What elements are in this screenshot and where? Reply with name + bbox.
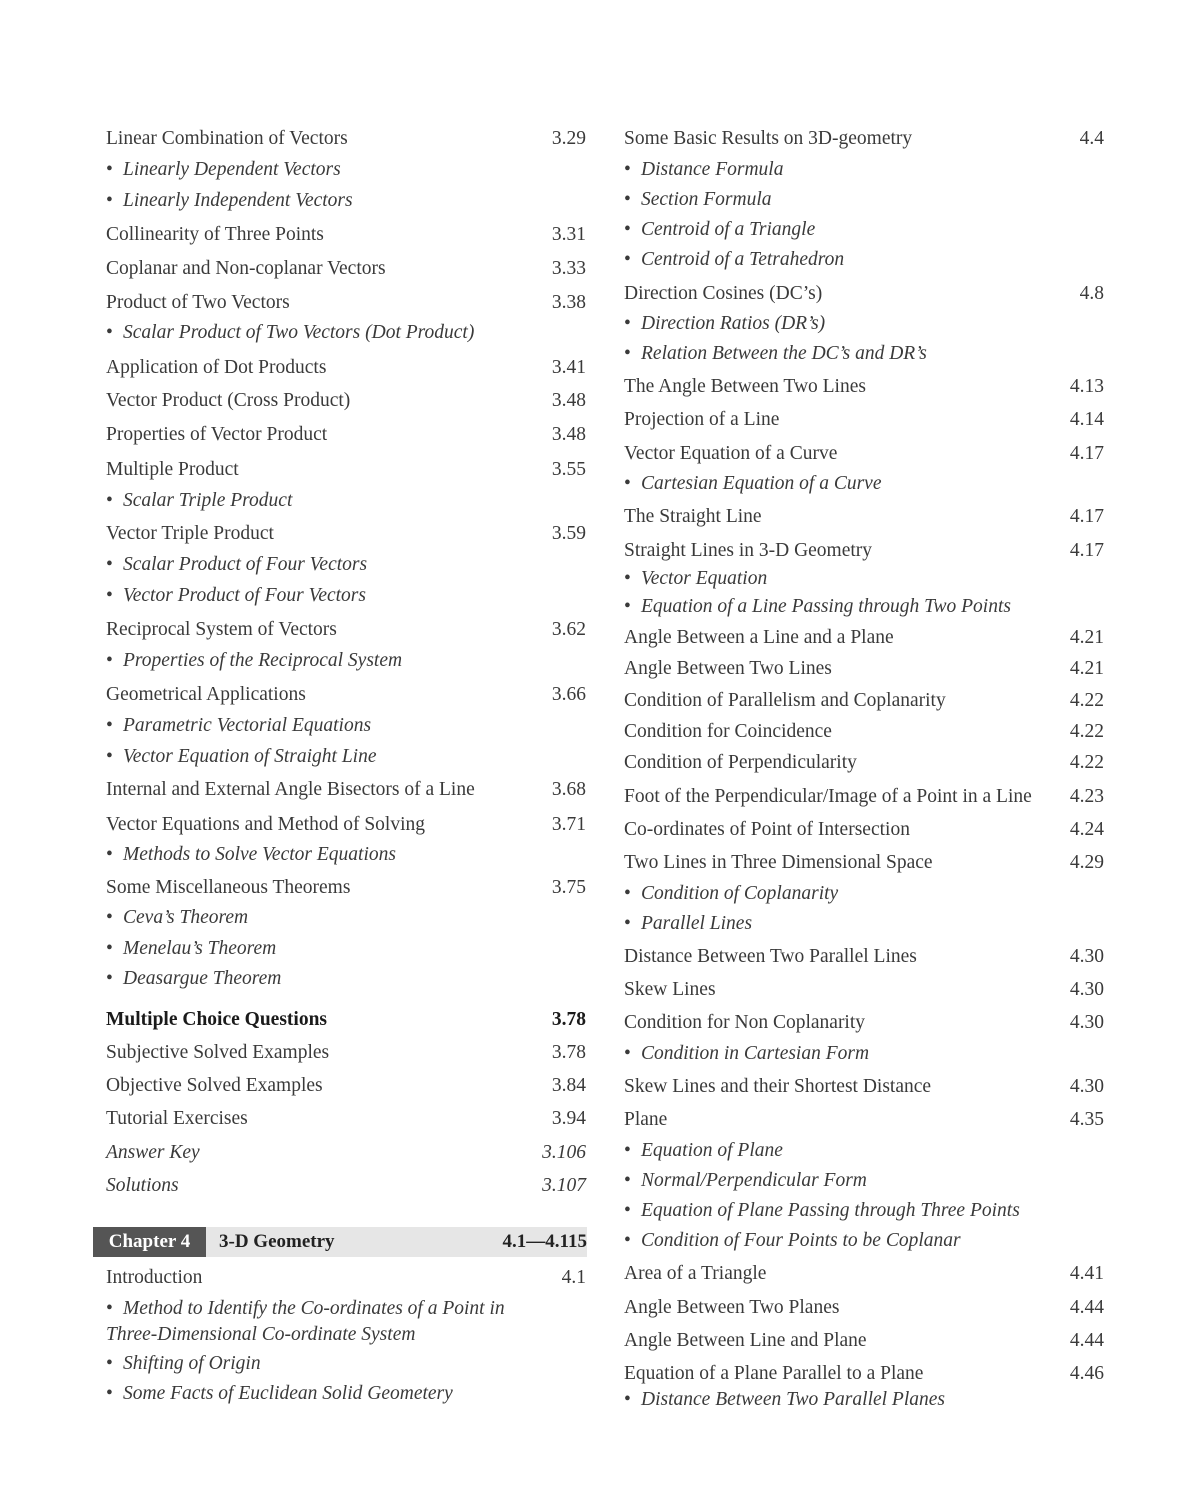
entry-title: • Direction Ratios (DR’s) (624, 312, 825, 336)
entry-page-number: 4.21 (1069, 658, 1104, 679)
entry-page-number: 4.30 (1069, 946, 1104, 967)
entry-page-number: 4.29 (1069, 852, 1104, 873)
entry-page-number: 3.75 (551, 877, 586, 898)
entry-title: Tutorial Exercises (106, 1108, 248, 1129)
entry-title: Angle Between Line and Plane (624, 1330, 867, 1351)
entry-title: • Vector Equation of Straight Line (106, 745, 377, 769)
entry-page-number: 4.30 (1069, 1012, 1104, 1033)
entry-title: Product of Two Vectors (106, 292, 290, 313)
entry-page-number: 4.44 (1069, 1297, 1104, 1318)
entry-title: • Equation of Plane (624, 1139, 783, 1163)
entry-page-number: 3.59 (551, 523, 586, 544)
entry-title: Distance Between Two Parallel Lines (624, 946, 917, 967)
entry-page-number: 4.17 (1069, 540, 1104, 561)
entry-title: • Scalar Product of Two Vectors (Dot Product) (106, 321, 474, 345)
entry-title: Collinearity of Three Points (106, 224, 324, 245)
entry-page-number: 4.24 (1069, 819, 1104, 840)
entry-title: • Parallel Lines (624, 912, 752, 936)
entry-title: • Ceva’s Theorem (106, 906, 248, 930)
entry-title: • Centroid of a Tetrahedron (624, 248, 844, 272)
entry-title: Vector Equations and Method of Solving (106, 814, 425, 835)
entry-page-number: 4.17 (1069, 443, 1104, 464)
entry-page-number: 3.41 (551, 357, 586, 378)
entry-page-number: 4.44 (1069, 1330, 1104, 1351)
entry-title: Direction Cosines (DC’s) (624, 283, 823, 304)
entry-title: Solutions (106, 1175, 179, 1196)
chapter-page-range: 4.1—4.115 (502, 1231, 587, 1252)
entry-page-number: 4.17 (1069, 506, 1104, 527)
entry-page-number: 4.30 (1069, 979, 1104, 1000)
entry-title: • Scalar Product of Four Vectors (106, 553, 367, 577)
entry-page-number: 4.8 (1079, 283, 1104, 304)
entry-page-number: 3.48 (551, 424, 586, 445)
entry-title: Skew Lines (624, 979, 716, 1000)
entry-title: The Straight Line (624, 506, 762, 527)
entry-page-number: 4.30 (1069, 1076, 1104, 1097)
entry-title: • Properties of the Reciprocal System (106, 649, 402, 673)
entry-title: Skew Lines and their Shortest Distance (624, 1076, 932, 1097)
entry-title: Projection of a Line (624, 409, 780, 430)
entry-title: Straight Lines in 3-D Geometry (624, 540, 873, 561)
entry-title: Vector Equation of a Curve (624, 443, 838, 464)
entry-title: Condition for Coincidence (624, 721, 832, 742)
entry-title: Two Lines in Three Dimensional Space (624, 852, 933, 873)
entry-page-number: 4.23 (1069, 786, 1104, 807)
entry-page-number: 3.55 (551, 459, 586, 480)
entry-title: Condition for Non Coplanarity (624, 1012, 866, 1033)
entry-title: • Deasargue Theorem (106, 967, 281, 991)
entry-page-number: 3.29 (551, 128, 586, 149)
entry-title: • Condition in Cartesian Form (624, 1042, 869, 1066)
entry-title: Area of a Triangle (624, 1263, 767, 1284)
entry-title: Properties of Vector Product (106, 424, 328, 445)
entry-page-number: 4.22 (1069, 752, 1104, 773)
entry-page-number: 3.62 (551, 619, 586, 640)
entry-page-number: 3.38 (551, 292, 586, 313)
chapter-header (93, 1227, 587, 1257)
entry-page-number: 3.33 (551, 258, 586, 279)
entry-page-number: 4.35 (1069, 1109, 1104, 1130)
entry-page-number: 4.4 (1079, 128, 1104, 149)
entry-title: The Angle Between Two Lines (624, 376, 866, 397)
entry-title: • Distance Between Two Parallel Planes (624, 1388, 945, 1412)
entry-page-number: 3.84 (551, 1075, 586, 1096)
chapter-label: Chapter 4 (93, 1227, 206, 1257)
entry-title: Reciprocal System of Vectors (106, 619, 337, 640)
entry-page-number: 4.1 (561, 1267, 586, 1288)
entry-title: • Relation Between the DC’s and DR’s (624, 342, 927, 366)
entry-title: Vector Triple Product (106, 523, 274, 544)
entry-title: • Centroid of a Triangle (624, 218, 815, 242)
entry-title: Angle Between a Line and a Plane (624, 627, 894, 648)
entry-page-number: 3.78 (551, 1042, 586, 1063)
entry-title: Foot of the Perpendicular/Image of a Point in a Line (624, 786, 1032, 807)
entry-title: • Vector Equation (624, 567, 767, 591)
entry-title: Coplanar and Non-coplanar Vectors (106, 258, 386, 279)
chapter-title: 3-D Geometry (219, 1231, 335, 1252)
entry-title: Condition of Parallelism and Coplanarity (624, 690, 946, 711)
entry-title: • Linearly Dependent Vectors (106, 158, 341, 182)
entry-title: • Scalar Triple Product (106, 489, 292, 513)
entry-title: Condition of Perpendicularity (624, 752, 857, 773)
entry-title: • Shifting of Origin (106, 1352, 261, 1376)
entry-title: Angle Between Two Lines (624, 658, 832, 679)
entry-title: Some Miscellaneous Theorems (106, 877, 351, 898)
entry-title: Internal and External Angle Bisectors of a Line (106, 779, 475, 800)
entry-title: Multiple Product (106, 459, 239, 480)
entry-page-number: 4.13 (1069, 376, 1104, 397)
entry-title: Geometrical Applications (106, 684, 306, 705)
entry-title: Linear Combination of Vectors (106, 128, 348, 149)
entry-title: Introduction (106, 1267, 203, 1288)
entry-page-number: 3.94 (551, 1108, 586, 1129)
entry-title: • Normal/Perpendicular Form (624, 1169, 867, 1193)
entry-title: • Distance Formula (624, 158, 783, 182)
entry-page-number: 4.21 (1069, 627, 1104, 648)
entry-title: • Cartesian Equation of a Curve (624, 472, 882, 496)
entry-page-number: 3.48 (551, 390, 586, 411)
entry-page-number: 3.78 (551, 1009, 586, 1030)
entry-page-number: 3.31 (551, 224, 586, 245)
entry-title: • Menelau’s Theorem (106, 937, 276, 961)
entry-title: Angle Between Two Planes (624, 1297, 840, 1318)
entry-page-number: 3.107 (542, 1175, 586, 1196)
entry-title: Some Basic Results on 3D-geometry (624, 128, 913, 149)
entry-page-number: 4.22 (1069, 690, 1104, 711)
entry-title: • Methods to Solve Vector Equations (106, 843, 396, 867)
entry-page-number: 3.106 (542, 1142, 586, 1163)
entry-page-number: 3.71 (551, 814, 586, 835)
entry-title: • Equation of a Line Passing through Two Points (624, 595, 1011, 619)
entry-title: Plane (624, 1109, 668, 1130)
entry-title: • Condition of Coplanarity (624, 882, 838, 906)
entry-title: • Parametric Vectorial Equations (106, 714, 371, 738)
entry-title: Co-ordinates of Point of Intersection (624, 819, 910, 840)
entry-page-number: 3.68 (551, 779, 586, 800)
entry-title: • Condition of Four Points to be Coplanar (624, 1229, 961, 1253)
entry-page-number: 4.22 (1069, 721, 1104, 742)
entry-title: Answer Key (106, 1142, 200, 1163)
entry-title: • Vector Product of Four Vectors (106, 584, 366, 608)
entry-title: Equation of a Plane Parallel to a Plane (624, 1363, 924, 1384)
entry-title: Objective Solved Examples (106, 1075, 323, 1096)
entry-page-number: 4.46 (1069, 1363, 1104, 1384)
entry-title: Multiple Choice Questions (106, 1009, 328, 1030)
entry-title: • Some Facts of Euclidean Solid Geometery (106, 1382, 453, 1406)
entry-title: • Section Formula (624, 188, 772, 212)
entry-title: • Method to Identify the Co-ordinates of a Point in Three-Dimensional Co-ordinate System (106, 1296, 546, 1348)
entry-title: Vector Product (Cross Product) (106, 390, 351, 411)
entry-page-number: 4.14 (1069, 409, 1104, 430)
entry-title: • Linearly Independent Vectors (106, 189, 353, 213)
entry-title: Application of Dot Products (106, 357, 327, 378)
entry-page-number: 3.66 (551, 684, 586, 705)
entry-page-number: 4.41 (1069, 1263, 1104, 1284)
entry-title: Subjective Solved Examples (106, 1042, 330, 1063)
entry-title: • Equation of Plane Passing through Three Points (624, 1199, 1020, 1223)
